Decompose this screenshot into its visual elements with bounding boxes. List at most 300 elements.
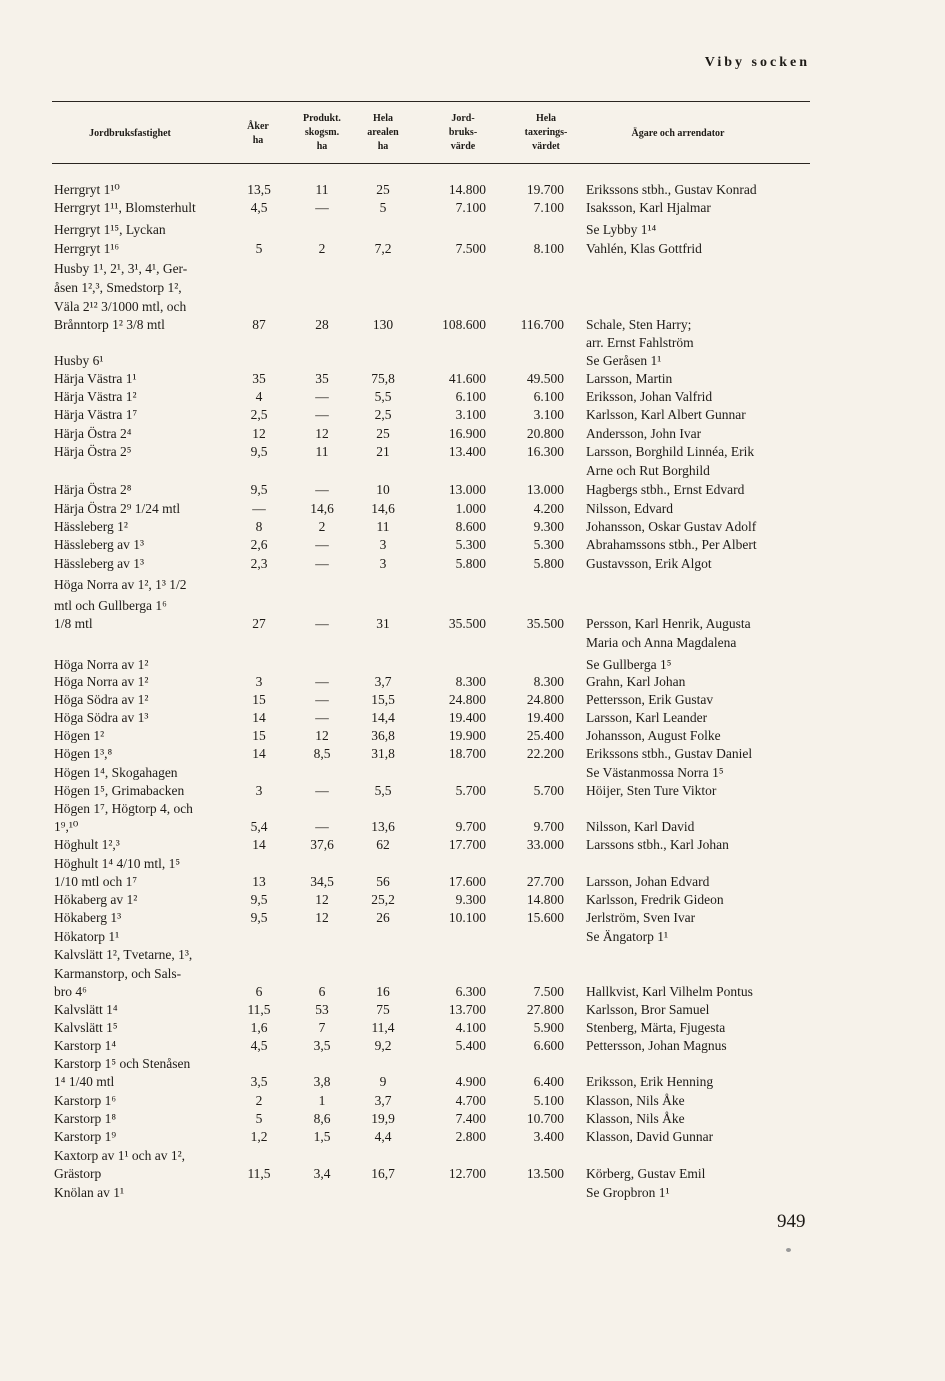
taxeringsvarde-cell: 5.900 <box>533 1020 564 1035</box>
aker-cell: 3 <box>255 783 263 798</box>
taxeringsvarde-cell: 27.700 <box>526 874 564 889</box>
aker-cell: 35 <box>252 371 266 386</box>
aker-cell: 13,5 <box>247 182 271 197</box>
fastighet-cell: 1⁴ 1/40 mtl <box>54 1074 115 1089</box>
agare-cell: Eriksson, Erik Henning <box>586 1074 714 1089</box>
aker-cell: 14 <box>252 837 266 852</box>
aker-cell: 15 <box>252 692 266 707</box>
aker-cell: 11,5 <box>247 1002 271 1017</box>
aker-cell: 4,5 <box>250 200 268 215</box>
table-row <box>0 1184 945 1202</box>
agare-cell: Se Lybby 1¹⁴ <box>586 222 657 237</box>
taxeringsvarde-cell: 5.800 <box>533 556 564 571</box>
skog-cell: — <box>315 556 329 571</box>
fastighet-cell: Höga Norra av 1², 1³ 1/2 <box>54 577 187 592</box>
fastighet-cell: Husby 1¹, 2¹, 3¹, 4¹, Ger- <box>54 261 188 276</box>
table-row <box>0 1037 945 1055</box>
jordbruksvarde-cell: 41.600 <box>448 371 486 386</box>
col-header-aker: Åker ha <box>247 121 269 146</box>
jordbruksvarde-cell: 5.700 <box>455 783 486 798</box>
agare-cell: Gustavsson, Erik Algot <box>586 556 712 571</box>
table-row <box>0 406 945 424</box>
taxeringsvarde-cell: 13.500 <box>526 1166 564 1181</box>
jordbruksvarde-cell: 18.700 <box>448 746 486 761</box>
skog-cell: — <box>315 710 329 725</box>
table-row <box>0 656 945 674</box>
jordbruksvarde-cell: 19.400 <box>448 710 486 725</box>
agare-cell: Maria och Anna Magdalena <box>586 635 737 650</box>
skog-cell: 11 <box>315 182 329 197</box>
fastighet-cell: Karstorp 1⁸ <box>54 1111 117 1126</box>
skog-cell: 1,5 <box>313 1129 331 1144</box>
hela-cell: 25 <box>376 182 390 197</box>
table-row <box>0 836 945 854</box>
aker-cell: 4,5 <box>250 1038 268 1053</box>
header-rule-top <box>52 101 810 102</box>
table-row <box>0 818 945 836</box>
agare-cell: Schale, Sten Harry; <box>586 317 692 332</box>
jordbruksvarde-cell: 2.800 <box>455 1129 486 1144</box>
table-row <box>0 928 945 946</box>
aker-cell: 4 <box>255 389 263 404</box>
taxeringsvarde-cell: 7.100 <box>533 200 564 215</box>
fastighet-cell: Kalvslätt 1⁴ <box>54 1002 118 1017</box>
table-row <box>0 965 945 983</box>
table-row <box>0 673 945 691</box>
agare-cell: Grahn, Karl Johan <box>586 674 686 689</box>
fastighet-cell: Herrgryt 1¹⁰ <box>54 182 120 197</box>
aker-cell: 2 <box>255 1093 263 1108</box>
skog-cell: 14,6 <box>310 501 334 516</box>
aker-cell: 2,6 <box>250 537 268 552</box>
aker-cell: 6 <box>255 984 263 999</box>
taxeringsvarde-cell: 16.300 <box>526 444 564 459</box>
aker-cell: 1,6 <box>250 1020 268 1035</box>
hela-cell: 21 <box>376 444 390 459</box>
aker-cell: 5,4 <box>250 819 268 834</box>
table-row <box>0 316 945 334</box>
fastighet-cell: Hökaberg av 1² <box>54 892 138 907</box>
fastighet-cell: Härja Västra 1² <box>54 389 137 404</box>
fastighet-cell: Härja Västra 1¹ <box>54 371 137 386</box>
skog-cell: 8,5 <box>313 746 331 761</box>
jordbruksvarde-cell: 16.900 <box>448 426 486 441</box>
fastighet-cell: Höghult 1⁴ 4/10 mtl, 1⁵ <box>54 856 181 871</box>
fastighet-cell: Knölan av 1¹ <box>54 1185 125 1200</box>
skog-cell: 12 <box>315 892 329 907</box>
agare-cell: Karlsson, Karl Albert Gunnar <box>586 407 746 422</box>
taxeringsvarde-cell: 7.500 <box>533 984 564 999</box>
hela-cell: 2,5 <box>374 407 392 422</box>
jordbruksvarde-cell: 35.500 <box>448 616 486 631</box>
taxeringsvarde-cell: 9.700 <box>533 819 564 834</box>
fastighet-cell: Hökaberg 1³ <box>54 910 122 925</box>
skog-cell: — <box>315 692 329 707</box>
page-header-title: Viby socken <box>704 55 810 70</box>
table-row <box>0 462 945 480</box>
aker-cell: 9,5 <box>250 482 268 497</box>
jordbruksvarde-cell: 7.100 <box>455 200 486 215</box>
agare-cell: Isaksson, Karl Hjalmar <box>586 200 711 215</box>
agare-cell: Karlsson, Bror Samuel <box>586 1002 710 1017</box>
skog-cell: 28 <box>315 317 329 332</box>
hela-cell: 36,8 <box>371 728 395 743</box>
agare-cell: Klasson, David Gunnar <box>586 1129 714 1144</box>
fastighet-cell: Kaxtorp av 1¹ och av 1², <box>54 1148 186 1163</box>
fastighet-cell: Husby 6¹ <box>54 353 104 368</box>
jordbruksvarde-cell: 7.500 <box>455 241 486 256</box>
fastighet-cell: 1/10 mtl och 1⁷ <box>54 874 138 889</box>
fastighet-cell: Hässleberg 1² <box>54 519 128 534</box>
jordbruksvarde-cell: 4.100 <box>455 1020 486 1035</box>
table-row <box>0 1073 945 1091</box>
agare-cell: Larsson, Martin <box>586 371 673 386</box>
table-row <box>0 855 945 873</box>
fastighet-cell: Härja Östra 2⁴ <box>54 426 132 441</box>
jordbruksvarde-cell: 13.700 <box>448 1002 486 1017</box>
agare-cell: Larsson, Borghild Linnéa, Erik <box>586 444 755 459</box>
aker-cell: 12 <box>252 426 266 441</box>
hela-cell: 16,7 <box>371 1166 395 1181</box>
fastighet-cell: 1/8 mtl <box>54 616 93 631</box>
table-row <box>0 518 945 536</box>
fastighet-cell: Härja Västra 1⁷ <box>54 407 138 422</box>
hela-cell: 5,5 <box>374 783 392 798</box>
table-row <box>0 727 945 745</box>
agare-cell: Abrahamssons stbh., Per Albert <box>586 537 757 552</box>
taxeringsvarde-cell: 6.400 <box>533 1074 564 1089</box>
hela-cell: 5,5 <box>374 389 392 404</box>
fastighet-cell: Höga Södra av 1³ <box>54 710 149 725</box>
jordbruksvarde-cell: 6.100 <box>455 389 486 404</box>
agare-cell: Vahlén, Klas Gottfrid <box>586 241 702 256</box>
agare-cell: Klasson, Nils Åke <box>586 1111 685 1126</box>
table-row <box>0 691 945 709</box>
fastighet-cell: 1⁹,¹⁰ <box>54 819 79 834</box>
aker-cell: 1,2 <box>250 1129 268 1144</box>
agare-cell: Larssons stbh., Karl Johan <box>586 837 729 852</box>
aker-cell: 27 <box>252 616 266 631</box>
table-row <box>0 873 945 891</box>
fastighet-cell: Grästorp <box>54 1166 102 1181</box>
aker-cell: 9,5 <box>250 444 268 459</box>
agare-cell: Erikssons stbh., Gustav Konrad <box>586 182 757 197</box>
fastighet-cell: Höga Norra av 1² <box>54 657 149 672</box>
agare-cell: Pettersson, Johan Magnus <box>586 1038 727 1053</box>
hela-cell: 11,4 <box>371 1020 395 1035</box>
table-row <box>0 500 945 518</box>
hela-cell: 75 <box>376 1002 390 1017</box>
taxeringsvarde-cell: 35.500 <box>526 616 564 631</box>
agare-cell: Andersson, John Ivar <box>586 426 702 441</box>
jordbruksvarde-cell: 4.700 <box>455 1093 486 1108</box>
jordbruksvarde-cell: 5.300 <box>455 537 486 552</box>
fastighet-cell: bro 4⁶ <box>54 984 87 999</box>
hela-cell: 3,7 <box>374 674 392 689</box>
taxeringsvarde-cell: 20.800 <box>526 426 564 441</box>
taxeringsvarde-cell: 5.100 <box>533 1093 564 1108</box>
agare-cell: Stenberg, Märta, Fjugesta <box>586 1020 726 1035</box>
agare-cell: Se Gropbron 1¹ <box>586 1185 670 1200</box>
aker-cell: 9,5 <box>250 892 268 907</box>
agare-cell: Erikssons stbh., Gustav Daniel <box>586 746 753 761</box>
agare-cell: Hagbergs stbh., Ernst Edvard <box>586 482 745 497</box>
hela-cell: 75,8 <box>371 371 395 386</box>
jordbruksvarde-cell: 6.300 <box>455 984 486 999</box>
table-row <box>0 555 945 573</box>
aker-cell: 9,5 <box>250 910 268 925</box>
hela-cell: 10 <box>376 482 390 497</box>
skog-cell: 3,4 <box>313 1166 331 1181</box>
fastighet-cell: Höghult 1²,³ <box>54 837 120 852</box>
taxeringsvarde-cell: 19.400 <box>526 710 564 725</box>
taxeringsvarde-cell: 5.700 <box>533 783 564 798</box>
agare-cell: Hallkvist, Karl Vilhelm Pontus <box>586 984 753 999</box>
table-row <box>0 260 945 278</box>
table-row <box>0 1092 945 1110</box>
table-row <box>0 1128 945 1146</box>
fastighet-cell: mtl och Gullberga 1⁶ <box>54 598 167 613</box>
hela-cell: 25 <box>376 426 390 441</box>
hela-cell: 31 <box>376 616 390 631</box>
hela-cell: 3 <box>379 537 387 552</box>
taxeringsvarde-cell: 8.100 <box>533 241 564 256</box>
col-header-tax: Hela taxerings- värdet <box>524 113 568 152</box>
skog-cell: 11 <box>315 444 329 459</box>
taxeringsvarde-cell: 22.200 <box>526 746 564 761</box>
hela-cell: 3,7 <box>374 1093 392 1108</box>
jordbruksvarde-cell: 14.800 <box>448 182 486 197</box>
agare-cell: Johansson, Oskar Gustav Adolf <box>586 519 757 534</box>
agare-cell: Nilsson, Karl David <box>586 819 695 834</box>
aker-cell: 5 <box>255 241 263 256</box>
agare-cell: Persson, Karl Henrik, Augusta <box>586 616 751 631</box>
skog-cell: — <box>315 537 329 552</box>
fastighet-cell: Karstorp 1⁴ <box>54 1038 117 1053</box>
skog-cell: 34,5 <box>310 874 334 889</box>
hela-cell: 16 <box>376 984 390 999</box>
agare-cell: Nilsson, Edvard <box>586 501 673 516</box>
fastighet-cell: Härja Östra 2⁵ <box>54 444 132 459</box>
agare-cell: Höijer, Sten Ture Viktor <box>586 783 717 798</box>
fastighet-cell: Högen 1⁴, Skogahagen <box>54 765 178 780</box>
skog-cell: — <box>315 200 329 215</box>
taxeringsvarde-cell: 24.800 <box>526 692 564 707</box>
jordbruksvarde-cell: 108.600 <box>442 317 486 332</box>
table-row <box>0 800 945 818</box>
fastighet-cell: Hässleberg av 1³ <box>54 556 145 571</box>
table-row <box>0 388 945 406</box>
skog-cell: 6 <box>318 984 326 999</box>
hela-cell: 14,6 <box>371 501 395 516</box>
taxeringsvarde-cell: 6.100 <box>533 389 564 404</box>
skog-cell: — <box>315 783 329 798</box>
agare-cell: Arne och Rut Borghild <box>586 463 710 478</box>
fastighet-cell: åsen 1²,³, Smedstorp 1², <box>54 280 182 295</box>
aker-cell: 11,5 <box>247 1166 271 1181</box>
fastighet-cell: Höga Södra av 1² <box>54 692 149 707</box>
fastighet-cell: Herrgryt 1¹⁵, Lyckan <box>54 222 166 237</box>
aker-cell: 3 <box>255 674 263 689</box>
skog-cell: — <box>315 616 329 631</box>
hela-cell: 56 <box>376 874 390 889</box>
fastighet-cell: Kalvslätt 1², Tvetarne, 1³, <box>54 947 193 962</box>
agare-cell: Se Geråsen 1¹ <box>586 353 662 368</box>
table-row <box>0 240 945 258</box>
agare-cell: Se Ängatorp 1¹ <box>586 929 669 944</box>
taxeringsvarde-cell: 14.800 <box>526 892 564 907</box>
taxeringsvarde-cell: 25.400 <box>526 728 564 743</box>
table-row <box>0 1110 945 1128</box>
table-row <box>0 983 945 1001</box>
jordbruksvarde-cell: 17.700 <box>448 837 486 852</box>
table-row <box>0 481 945 499</box>
hela-cell: 11 <box>376 519 390 534</box>
fastighet-cell: Herrgryt 1¹⁶ <box>54 241 120 256</box>
agare-cell: Johansson, August Folke <box>586 728 721 743</box>
taxeringsvarde-cell: 3.100 <box>533 407 564 422</box>
skog-cell: 7 <box>318 1020 326 1035</box>
fastighet-cell: Hökatorp 1¹ <box>54 929 120 944</box>
fastighet-cell: Karmanstorp, och Sals- <box>54 966 182 981</box>
jordbruksvarde-cell: 4.900 <box>455 1074 486 1089</box>
jordbruksvarde-cell: 1.000 <box>455 501 486 516</box>
fastighet-cell: Härja Östra 2⁹ 1/24 mtl <box>54 501 181 516</box>
jordbruksvarde-cell: 13.400 <box>448 444 486 459</box>
hela-cell: 13,6 <box>371 819 395 834</box>
col-header-skog: Produkt. skogsm. ha <box>303 113 341 152</box>
hela-cell: 130 <box>372 317 394 332</box>
hela-cell: 26 <box>376 910 390 925</box>
table-row <box>0 334 945 352</box>
fastighet-cell: Hässleberg av 1³ <box>54 537 145 552</box>
aker-cell: 5 <box>255 1111 263 1126</box>
skog-cell: 12 <box>315 426 329 441</box>
fastighet-cell: Högen 1³,⁸ <box>54 746 113 761</box>
fastighet-cell: Höga Norra av 1² <box>54 674 149 689</box>
table-row <box>0 352 945 370</box>
skog-cell: — <box>315 407 329 422</box>
taxeringsvarde-cell: 5.300 <box>533 537 564 552</box>
table-row <box>0 576 945 594</box>
skog-cell: — <box>315 819 329 834</box>
hela-cell: 31,8 <box>371 746 395 761</box>
agare-cell: Klasson, Nils Åke <box>586 1093 685 1108</box>
skog-cell: 3,8 <box>313 1074 331 1089</box>
aker-cell: 2,5 <box>250 407 268 422</box>
agare-cell: Karlsson, Fredrik Gideon <box>586 892 724 907</box>
fastighet-cell: Högen 1⁷, Högtorp 4, och <box>54 801 193 816</box>
jordbruksvarde-cell: 7.400 <box>455 1111 486 1126</box>
col-header-agare: Ägare och arrendator <box>631 128 725 139</box>
aker-cell: 13 <box>252 874 266 889</box>
table-row <box>0 709 945 727</box>
fastighet-cell: Högen 1² <box>54 728 105 743</box>
hela-cell: 14,4 <box>371 710 395 725</box>
aker-cell: 3,5 <box>250 1074 268 1089</box>
taxeringsvarde-cell: 116.700 <box>520 317 564 332</box>
col-header-fastighet: Jordbruksfastighet <box>89 128 171 139</box>
taxeringsvarde-cell: 4.200 <box>533 501 564 516</box>
table-row <box>0 745 945 763</box>
aker-cell: 2,3 <box>250 556 268 571</box>
hela-cell: 19,9 <box>371 1111 395 1126</box>
aker-cell: — <box>252 501 266 516</box>
fastighet-cell: Högen 1⁵, Grimabacken <box>54 783 185 798</box>
jordbruksvarde-cell: 3.100 <box>455 407 486 422</box>
skog-cell: — <box>315 482 329 497</box>
skog-cell: 2 <box>318 241 326 256</box>
col-header-hela: Hela arealen ha <box>367 113 399 152</box>
hela-cell: 5 <box>379 200 387 215</box>
jordbruksvarde-cell: 17.600 <box>448 874 486 889</box>
agare-cell: Se Västanmossa Norra 1⁵ <box>586 765 724 780</box>
table-row <box>0 1019 945 1037</box>
aker-cell: 14 <box>252 710 266 725</box>
aker-cell: 8 <box>255 519 263 534</box>
agare-cell: Larsson, Karl Leander <box>586 710 708 725</box>
taxeringsvarde-cell: 19.700 <box>526 182 564 197</box>
fastighet-cell: Karstorp 1⁶ <box>54 1093 117 1108</box>
table-row <box>0 536 945 554</box>
taxeringsvarde-cell: 27.800 <box>526 1002 564 1017</box>
header-rule-bottom <box>52 163 810 164</box>
table-row <box>0 279 945 297</box>
table-row <box>0 181 945 199</box>
table-row <box>0 370 945 388</box>
jordbruksvarde-cell: 8.600 <box>455 519 486 534</box>
table-row <box>0 221 945 239</box>
hela-cell: 7,2 <box>374 241 392 256</box>
fastighet-cell: Karstorp 1⁵ och Stenåsen <box>54 1056 191 1071</box>
taxeringsvarde-cell: 10.700 <box>526 1111 564 1126</box>
taxeringsvarde-cell: 33.000 <box>526 837 564 852</box>
fastighet-cell: Karstorp 1⁹ <box>54 1129 117 1144</box>
table-row <box>0 782 945 800</box>
table-row <box>0 891 945 909</box>
hela-cell: 3 <box>379 556 387 571</box>
table-row <box>0 597 945 615</box>
table-row <box>0 1147 945 1165</box>
skog-cell: 1 <box>318 1093 326 1108</box>
ink-smudge <box>786 1248 791 1252</box>
table-row <box>0 199 945 217</box>
table-row <box>0 425 945 443</box>
agare-cell: Pettersson, Erik Gustav <box>586 692 714 707</box>
hela-cell: 25,2 <box>371 892 395 907</box>
table-row <box>0 615 945 633</box>
hela-cell: 15,5 <box>371 692 395 707</box>
jordbruksvarde-cell: 8.300 <box>455 674 486 689</box>
agare-cell: Eriksson, Johan Valfrid <box>586 389 713 404</box>
table-row <box>0 443 945 461</box>
taxeringsvarde-cell: 49.500 <box>526 371 564 386</box>
table-row <box>0 909 945 927</box>
fastighet-cell: Härja Östra 2⁸ <box>54 482 132 497</box>
jordbruksvarde-cell: 13.000 <box>448 482 486 497</box>
skog-cell: 2 <box>318 519 326 534</box>
jordbruksvarde-cell: 9.700 <box>455 819 486 834</box>
jordbruksvarde-cell: 5.800 <box>455 556 486 571</box>
skog-cell: 12 <box>315 910 329 925</box>
taxeringsvarde-cell: 3.400 <box>533 1129 564 1144</box>
skog-cell: 12 <box>315 728 329 743</box>
jordbruksvarde-cell: 5.400 <box>455 1038 486 1053</box>
skog-cell: — <box>315 389 329 404</box>
agare-cell: Se Gullberga 1⁵ <box>586 657 672 672</box>
hela-cell: 62 <box>376 837 390 852</box>
table-row <box>0 946 945 964</box>
